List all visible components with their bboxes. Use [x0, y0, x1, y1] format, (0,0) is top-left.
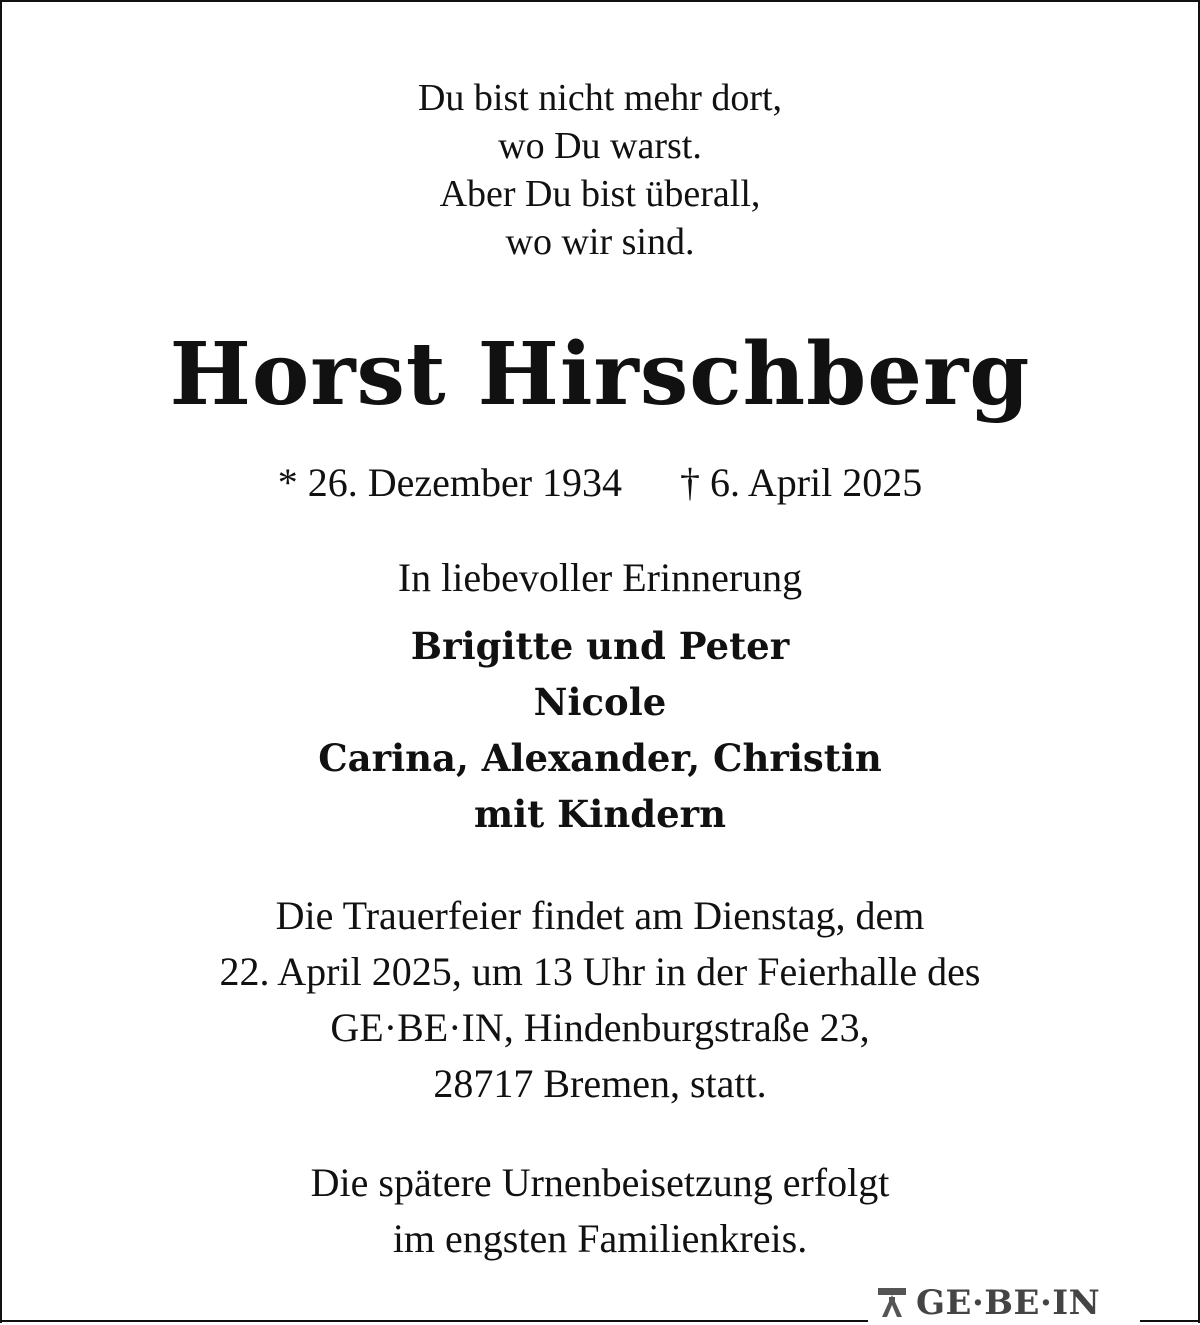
poem-line: wo Du warst.: [498, 125, 702, 167]
urn-line: im engsten Familienkreis.: [392, 1216, 808, 1261]
deceased-name: Horst Hirschberg: [169, 324, 1031, 425]
urn-line: Die spätere Urnenbeisetzung erfolgt: [310, 1160, 890, 1205]
urn-info: [0, 1155, 1200, 1267]
family-line: mit Kindern: [473, 792, 727, 836]
poem-line: Du bist nicht mehr dort,: [417, 77, 783, 119]
ceremony-info: [0, 888, 1200, 1112]
ceremony-line: 28717 Bremen, statt.: [433, 1061, 767, 1106]
logo-text: GE·BE·IN: [916, 1283, 1101, 1323]
poem-line: Aber Du bist überall,: [439, 173, 761, 215]
poem-line: wo wir sind.: [505, 221, 695, 263]
ceremony-line: 22. April 2025, um 13 Uhr in der Feierhalle des: [219, 949, 981, 994]
death-date: † 6. April 2025: [680, 460, 923, 505]
life-dates: [0, 455, 1200, 511]
family-line: Carina, Alexander, Christin: [318, 736, 882, 780]
poem: [0, 74, 1200, 266]
gebein-logo: [874, 1282, 1100, 1324]
family-signatures: [0, 618, 1200, 842]
bottom-border-left: [0, 1320, 868, 1322]
figure-logo-icon: [874, 1285, 910, 1321]
family-line: Brigitte und Peter: [410, 624, 790, 668]
memory-line: In liebevoller Erinnerung: [397, 555, 803, 600]
ceremony-line: GE·BE·IN, Hindenburgstraße 23,: [330, 1005, 870, 1050]
ceremony-line: Die Trauerfeier findet am Dienstag, dem: [275, 893, 925, 938]
birth-date: * 26. Dezember 1934: [277, 460, 623, 505]
family-line: Nicole: [533, 680, 667, 724]
bottom-border-right: [1140, 1320, 1200, 1322]
